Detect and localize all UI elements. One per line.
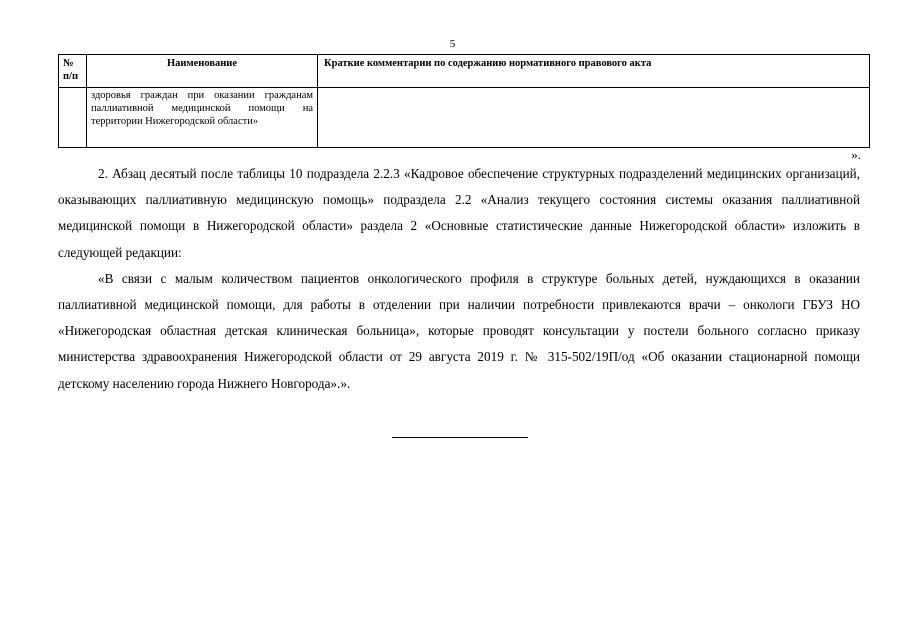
table-header-row bbox=[59, 55, 870, 88]
header-number: № п/п bbox=[59, 55, 87, 88]
table-row bbox=[59, 88, 870, 148]
end-divider bbox=[392, 437, 528, 438]
document-body bbox=[58, 161, 860, 397]
row-number-cell bbox=[59, 88, 87, 148]
page-number: 5 bbox=[449, 38, 456, 50]
paragraph-amendment: 2. Абзац десятый после таблицы 10 подраздела 2.2.3 «Кадровое обеспечение структурных подразделений медицинских организаций, оказывающих паллиативную медицинскую помощь» подраздела 2.2 «Анализ текущего состояния системы оказания паллиативной медицинской помощи в Нижегородской области» раздела 2 «Основные статистические данные Нижегородской области» изложить в следующей редакции: bbox=[58, 166, 860, 260]
header-name: Наименование bbox=[87, 55, 318, 88]
closing-quote: ». bbox=[851, 147, 861, 162]
paragraph-quoted-text: «В связи с малым количеством пациентов онкологического профиля в структуре больных детей, нуждающихся в оказании паллиативной медицинской помощи, для работы в отделении при наличии потребности привлекаются врачи – онкологи ГБУЗ НО «Нижегородская областная детская клиническая больница», которые проводят консультации у постели больного согласно приказу министерства здравоохранения Нижегородской области от 29 августа 2019 г. № 315-502/19П/од «Об оказании стационарной помощи детскому населению города Нижнего Новгорода».». bbox=[58, 270, 860, 391]
legal-acts-table bbox=[58, 54, 870, 148]
header-comment: Краткие комментарии по содержанию нормативного правового акта bbox=[318, 55, 870, 88]
row-name-cell: здоровья граждан при оказании гражданам паллиативной медицинской помощи на территории Нижегородской области» bbox=[87, 88, 318, 148]
row-comment-cell bbox=[318, 88, 870, 148]
